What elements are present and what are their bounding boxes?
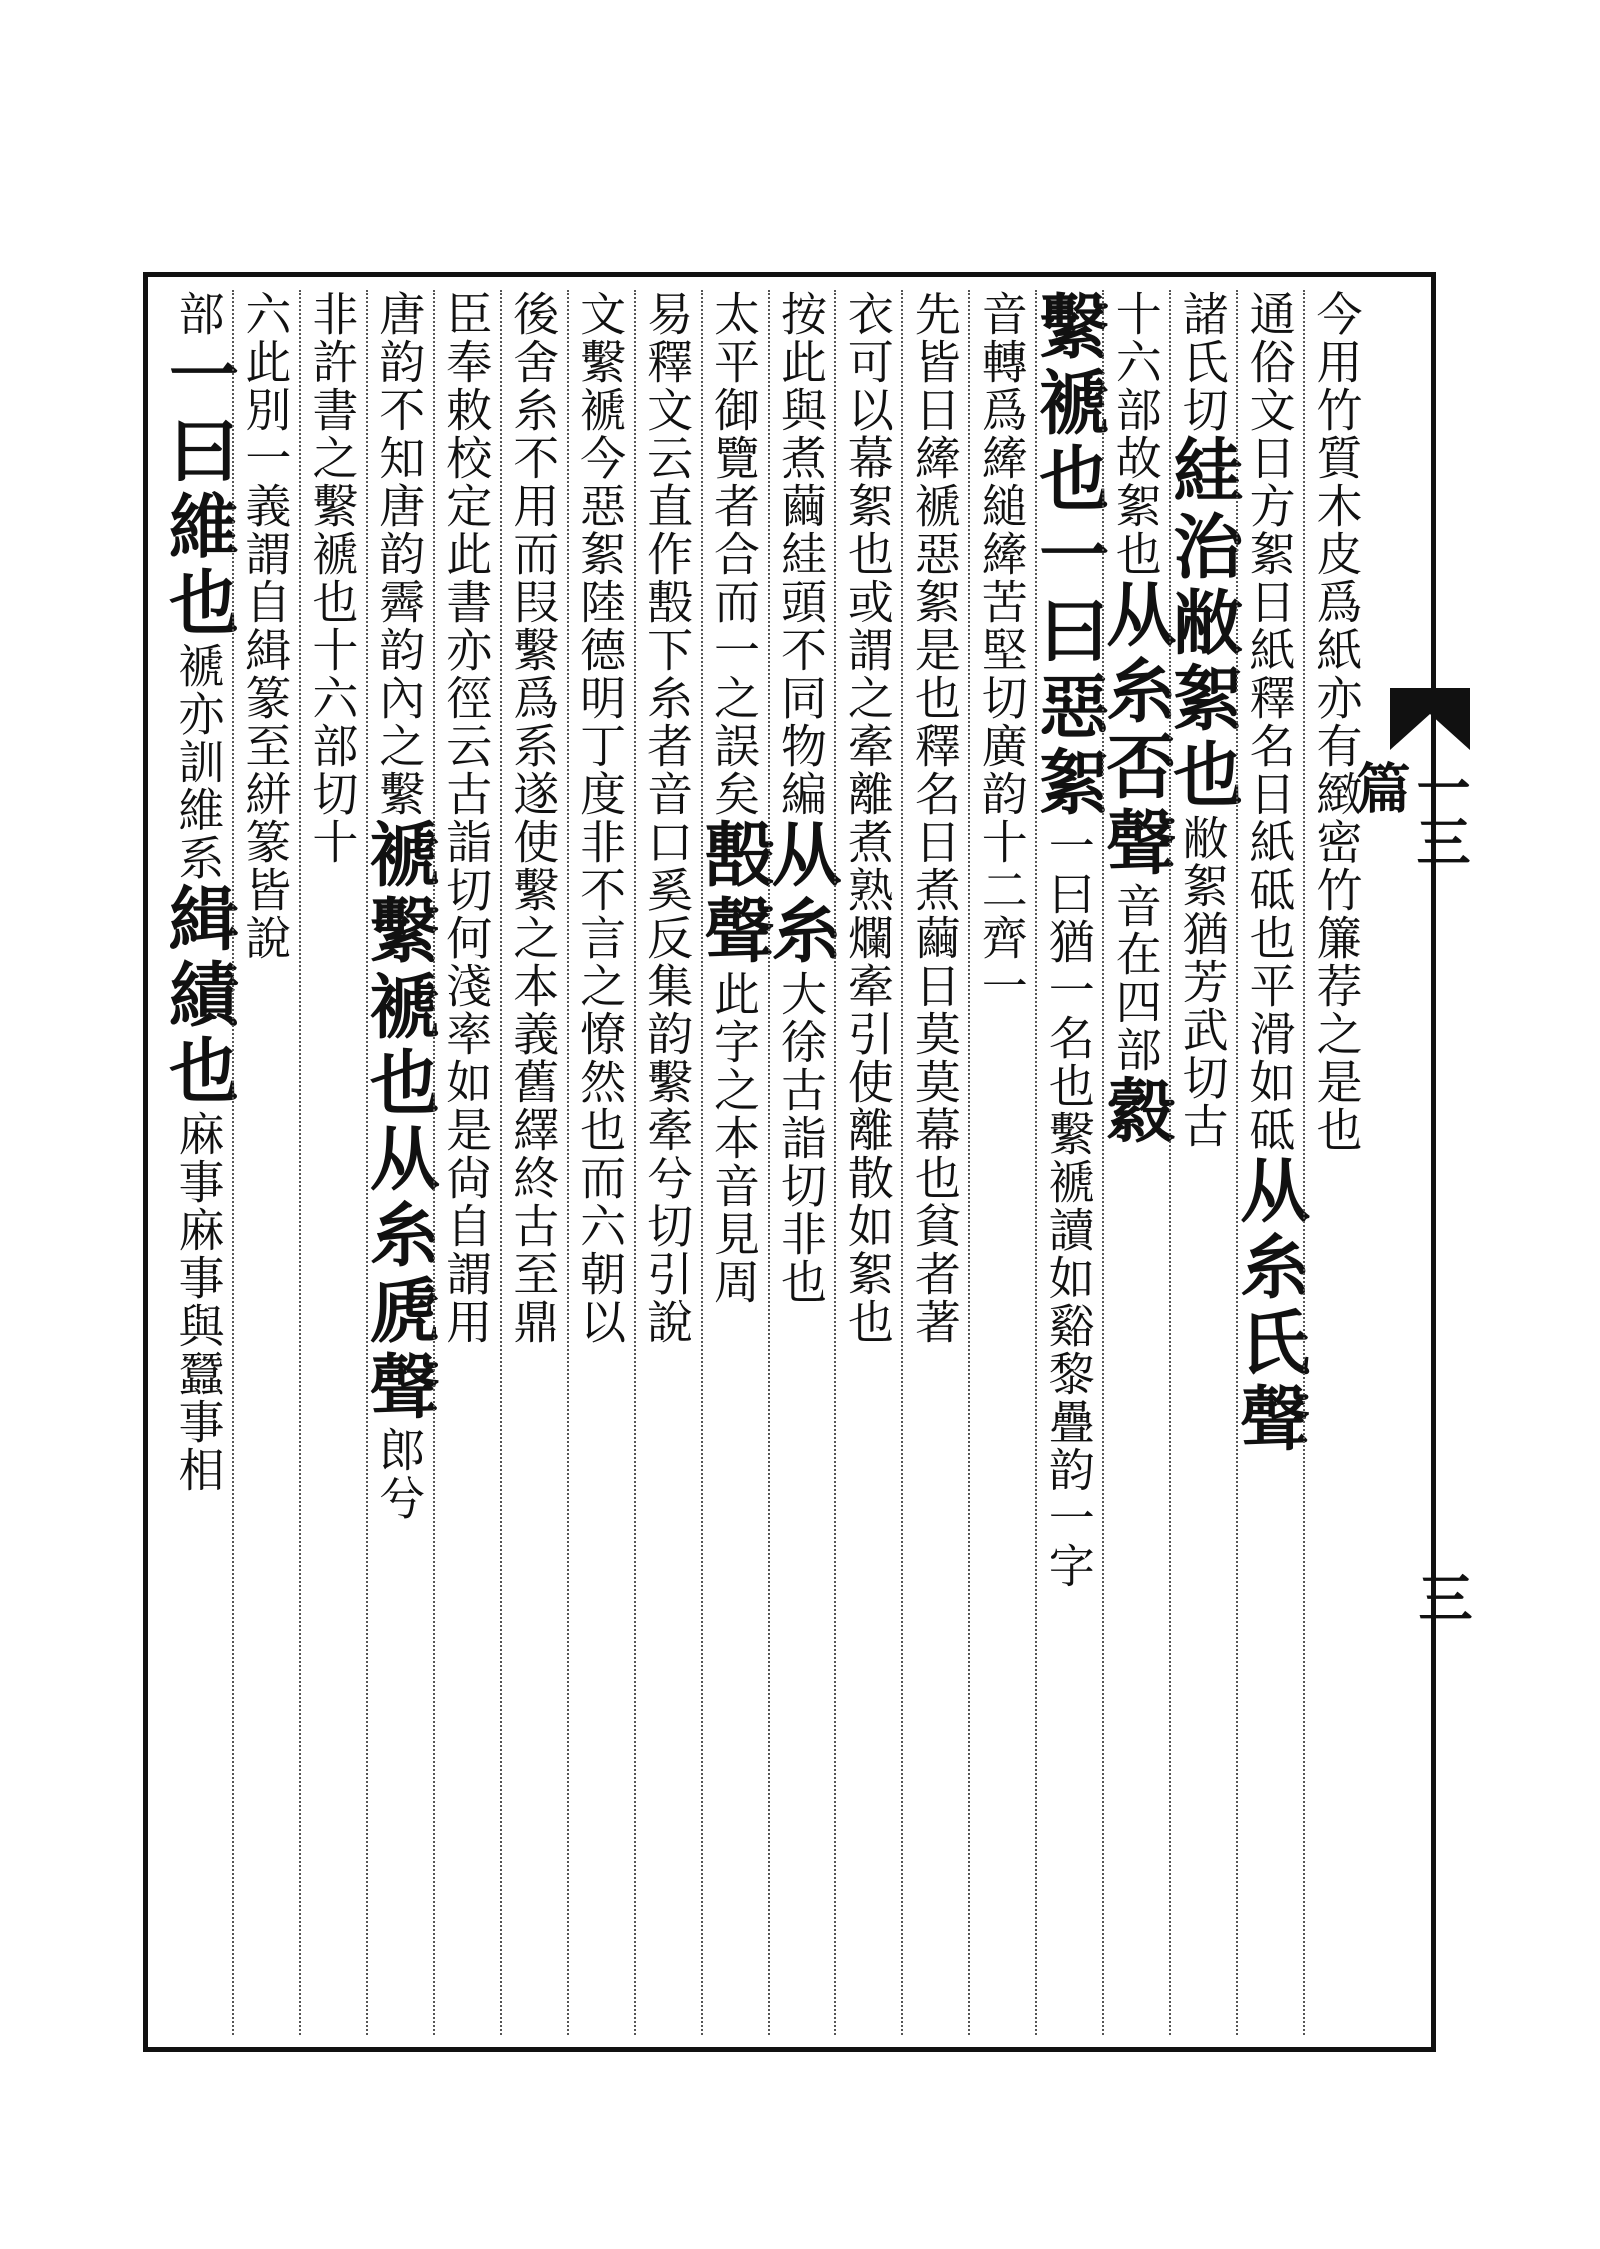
column-rule	[1236, 290, 1239, 2035]
main-text-segment: 一曰維也	[157, 338, 241, 642]
column-rule	[768, 290, 771, 2035]
main-text-segment: 縠	[1094, 1074, 1178, 1150]
commentary-segment: 繫	[372, 770, 427, 818]
text-column	[693, 290, 777, 2035]
main-text-segment: 从糸	[759, 818, 843, 970]
commentary-segment: 臣奉敕校定此書亦徑云古詣切何淺率如是尙自謂用	[439, 290, 494, 1346]
text-column	[157, 290, 241, 2035]
main-text-segment: 緝	[157, 882, 241, 958]
page-number: 三	[1410, 1570, 1474, 1624]
text-column	[1027, 290, 1111, 2035]
column-rule	[567, 290, 570, 2035]
juan-label: 一三篇	[1348, 760, 1472, 868]
commentary-segment: 此別一義謂	[238, 338, 293, 578]
commentary-segment: 十六部	[1108, 290, 1163, 434]
commentary-segment: 六	[238, 290, 293, 338]
commentary-segment: 褫亦訓維系	[171, 642, 226, 882]
text-column	[296, 290, 368, 2035]
commentary-segment: 芳武切古	[1175, 958, 1230, 1150]
text-column	[899, 290, 971, 2035]
commentary-segment: 太平御覽者合而一之誤矣	[707, 290, 762, 818]
column-rule	[1035, 290, 1038, 2035]
commentary-segment: 易釋文云直作毄下糸者音口奚反集韵繫牽兮切引說	[640, 290, 695, 1346]
commentary-segment: 衣可以幕絮也或謂之牽離煮熟爛牽引使離散如絮也	[840, 290, 895, 1346]
commentary-segment: 大徐古詣切非也	[773, 970, 828, 1306]
main-text-segment: 絓	[1161, 434, 1245, 510]
commentary-segment: 音轉爲縴縋縴苦堅切廣韵十二齊	[974, 290, 1029, 962]
commentary-segment: 一曰猶一名也繫褫讀如谿黎疊韵一字	[1041, 822, 1096, 1590]
main-text-segment: 繫褫也一曰惡絮	[1027, 290, 1111, 822]
fish-tail-mark-icon	[1390, 688, 1470, 750]
text-column	[497, 290, 569, 2035]
main-text-segment: 治	[1161, 510, 1245, 586]
commentary-segment: 諸氏切	[1175, 290, 1230, 434]
commentary-segment: 故絮也	[1108, 434, 1163, 578]
text-column	[631, 290, 703, 2035]
commentary-segment: 通俗文日方絮日紙釋名日紙砥也平滑如砥	[1242, 290, 1297, 1154]
commentary-segment: 今用竹質木皮爲紙亦有緻密竹簾荐之是也	[1309, 290, 1364, 1154]
commentary-segment: 郎兮	[372, 1426, 427, 1522]
commentary-segment: 文繫褫今惡絮陸德明丁度非不言之憭然也而六朝以	[573, 290, 628, 1346]
text-column	[966, 290, 1038, 2035]
text-column	[759, 290, 843, 2035]
main-text-segment: 从糸否聲	[1094, 578, 1178, 882]
column-rule	[299, 290, 302, 2035]
commentary-segment: 非許書之繫褫也十六部	[305, 290, 360, 770]
column-rule	[1303, 290, 1306, 2035]
main-text-segment: 毄聲	[693, 818, 777, 970]
column-rule	[500, 290, 503, 2035]
main-text-segment: 褫	[358, 818, 442, 894]
column-rule	[1169, 290, 1172, 2035]
column-rule	[1102, 290, 1105, 2035]
commentary-segment: 先皆日縴褫惡絮是也釋名日煮繭日莫莫幕也貧者著	[907, 290, 962, 1346]
commentary-segment: 麻事麻事與蠶事相	[171, 1110, 226, 1494]
commentary-segment: 後舍糸不用而叚繫爲系遂使繫之本義舊繹終古至鼎	[506, 290, 561, 1346]
column-rule	[366, 290, 369, 2035]
commentary-segment: 此字之本音見周	[707, 970, 762, 1306]
commentary-segment: 按此與煮繭絓頭不同物編	[773, 290, 828, 818]
main-text-segment: 从糸氏聲	[1228, 1154, 1312, 1458]
main-text-segment: 繫褫也从糸虒聲	[358, 894, 442, 1426]
column-rule	[834, 290, 837, 2035]
main-text-segment: 績也	[157, 958, 241, 1110]
commentary-segment: 一	[974, 962, 1029, 1010]
column-rule	[634, 290, 637, 2035]
commentary-segment: 切十	[305, 770, 360, 866]
column-rule	[433, 290, 436, 2035]
text-column	[832, 290, 904, 2035]
commentary-segment: 唐韵不知唐韵霽韵內之	[372, 290, 427, 770]
commentary-segment: 敝絮猶	[1175, 814, 1230, 958]
commentary-segment: 自緝篆至絣篆皆說	[238, 578, 293, 962]
main-text-segment: 敝絮也	[1161, 586, 1245, 814]
commentary-segment: 部	[171, 290, 226, 338]
text-column	[358, 290, 442, 2035]
text-column	[1161, 290, 1245, 2035]
column-rule	[701, 290, 704, 2035]
text-column	[564, 290, 636, 2035]
column-rule	[968, 290, 971, 2035]
commentary-segment: 音在四部	[1108, 882, 1163, 1074]
column-rule	[232, 290, 235, 2035]
column-rule	[901, 290, 904, 2035]
